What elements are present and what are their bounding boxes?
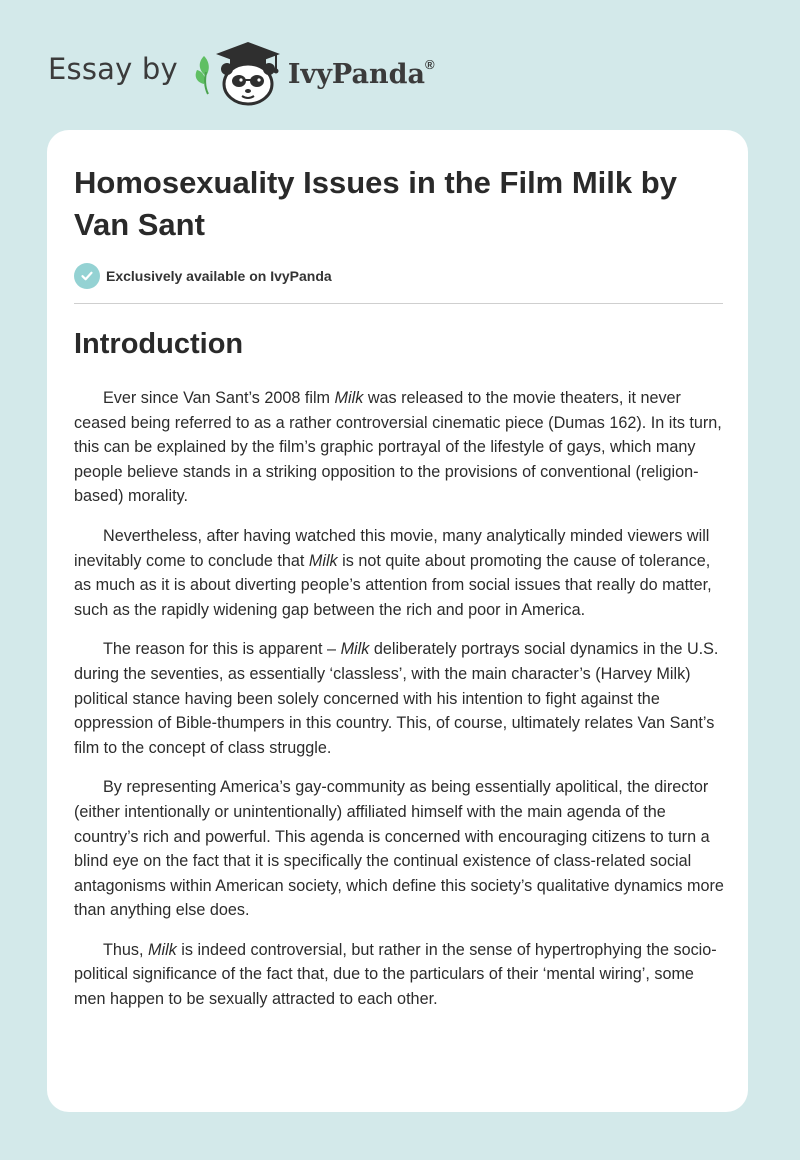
paragraph: The reason for this is apparent – Milk deliberately portrays social dynamics in the U.S. during the seventies, as essentially ‘classless’, with the main character’s (Harvey Milk) political stance having been solely concerned with his intention to fight against the oppression of Bible-thumpers in this country. This, of course, ultimately relates Van Sant’s film to the concept of class struggle. [74, 640, 719, 757]
exclusive-badge [74, 263, 332, 289]
essay-body [74, 386, 724, 1027]
paragraph: Thus, Milk is indeed controversial, but rather in the sense of hypertrophying the socio-political significance of the fact that, due to the particulars of their ‘mental wiring’, some men happen to be sexually attracted to each other. [74, 940, 717, 1009]
essay-by-label: Essay by [48, 52, 178, 86]
essay-card [47, 130, 748, 1112]
divider [74, 303, 723, 304]
essay-title: Homosexuality Issues in the Film Milk by Van Sant [74, 165, 677, 242]
paragraph: By representing America’s gay-community as being essentially apolitical, the director (either intentionally or unintentionally) affiliated himself with the main agenda of the country’s rich and powerful. This agenda is concerned with encouraging citizens to turn a blind eye on the fact that it is specifically the continual existence of class-related social antagonisms within American society, which define this society’s qualitative dynamics more than anything else does. [74, 778, 724, 920]
paragraph: Ever since Van Sant’s 2008 film Milk was released to the movie theaters, it never ceased being referred to as a rather controversial cinematic piece (Dumas 162). In its turn, this can be explained by the film’s graphic portrayal of the lifestyle of gays, which many people believe stands in a striking opposition to the provisions of conventional (religion-based) morality. [74, 389, 722, 506]
panda-graduate-icon [194, 36, 286, 108]
paragraph: Nevertheless, after having watched this movie, many analytically minded viewers will inevitably come to conclude that Milk is not quite about promoting the cause of tolerance, as much as it is about diverting people’s attention from social issues that really do matter, such as the rapidly widening gap between the rich and poor in America. [74, 526, 712, 619]
section-heading: Introduction [74, 328, 244, 360]
check-icon [74, 263, 100, 289]
site-header [48, 36, 435, 108]
registered-mark: ® [424, 56, 435, 72]
exclusive-label: Exclusively available on IvyPanda [106, 268, 332, 284]
brand-name[interactable]: IvyPanda® [287, 56, 435, 90]
